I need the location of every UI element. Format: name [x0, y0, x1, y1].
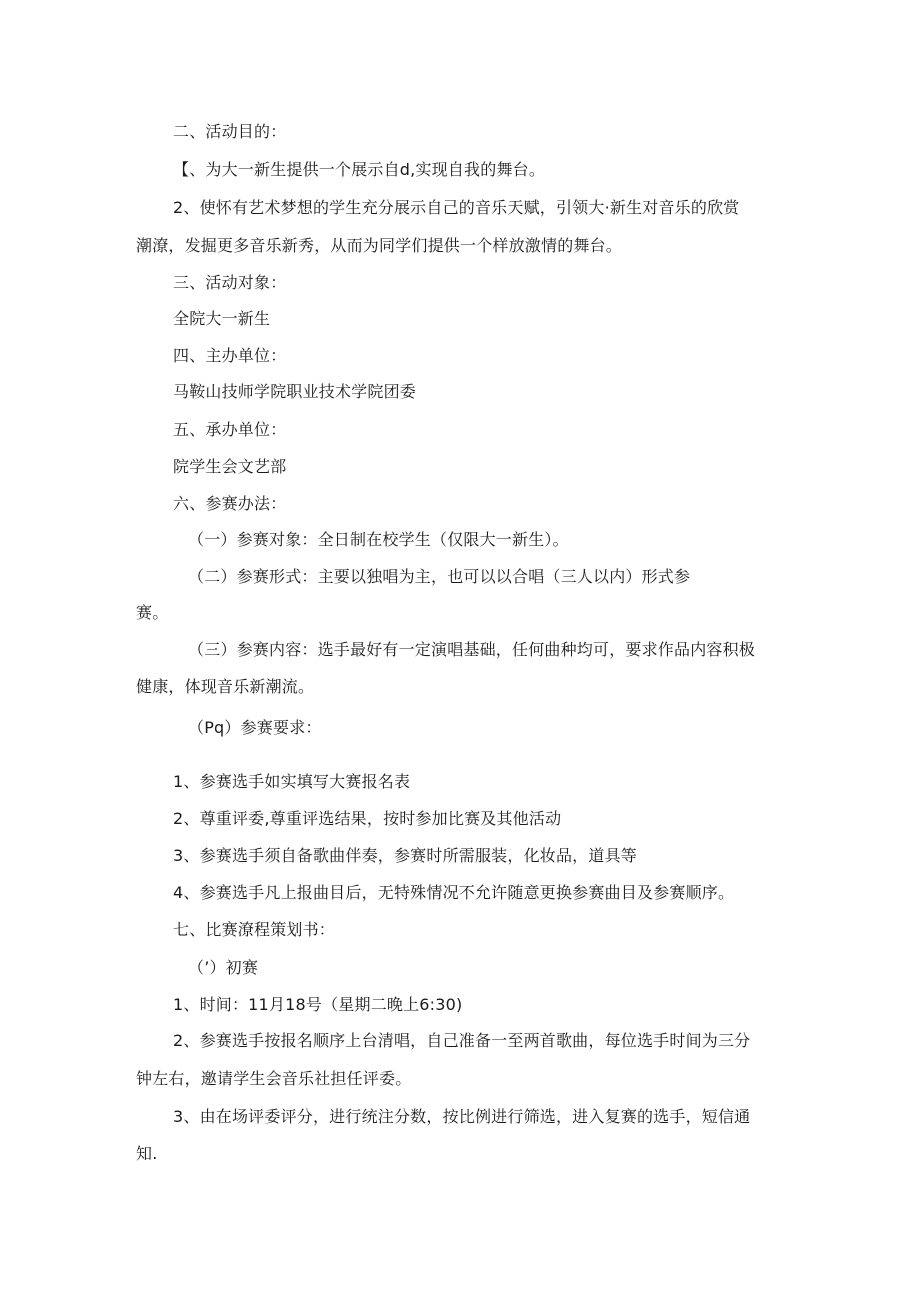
- section-3-body: 全院大一新生: [173, 309, 271, 328]
- section-6-item-4: （Pq）参赛要求：: [188, 718, 322, 737]
- requirement-4: 4、参赛选手凡上报曲目后，无特殊情况不允许随意更换参赛曲目及参赛顺序。: [173, 883, 735, 902]
- prelim-item-3-line-1: 3、由在场评委评分，进行统注分数，按比例进行筛选，进入复赛的选手，短信通: [173, 1107, 751, 1126]
- section-6-item-2-line-2: 赛。: [136, 603, 169, 622]
- section-6-item-3-line-2: 健康，体现音乐新潮流。: [136, 677, 315, 696]
- section-3-heading: 三、活动对象：: [173, 273, 287, 292]
- section-5-body: 院学生会文艺部: [173, 457, 287, 476]
- prelim-item-1: 1、时间：11月18号（星期二晚上6:30): [173, 995, 463, 1014]
- section-2-item-1: 【、为大一新生提供一个展示自d,实现自我的舞台。: [173, 160, 546, 179]
- section-2-item-2-line-2: 潮潦，发掘更多音乐新秀，从而为同学们提供一个样放激情的舞台。: [136, 236, 623, 255]
- section-7-heading: 七、比赛潦程策划书：: [173, 920, 336, 939]
- requirement-1: 1、参赛选手如实填写大赛报名表: [173, 772, 411, 791]
- prelim-item-3-line-2: 知.: [136, 1144, 158, 1163]
- section-6-item-3-line-1: （三）参赛内容：选手最好有一定演唱基础，任何曲种均可，要求作品内容积极: [188, 640, 756, 659]
- section-4-heading: 四、主办单位：: [173, 346, 287, 365]
- prelim-item-2-line-2: 钟左右，邀请学生会音乐社担任评委。: [136, 1069, 412, 1088]
- section-2-item-2-line-1: 2、使怀有艺术梦想的学生充分展示自己的音乐天赋，引领大·新生对音乐的欣赏: [173, 198, 740, 217]
- section-6-item-1: （一）参赛对象：全日制在校学生（仅限大一新生）。: [188, 530, 569, 549]
- section-4-body: 马鞍山技师学院职业技术学院团委: [173, 382, 417, 401]
- requirement-2: 2、尊重评委,尊重评选结果，按时参加比赛及其他活动: [173, 809, 562, 828]
- requirement-3: 3、参赛选手须自备歌曲伴奏，参赛时所需服装，化妆品，道具等: [173, 846, 637, 865]
- prelim-heading: （’）初赛: [188, 958, 259, 977]
- section-6-item-2-line-1: （二）参赛形式：主要以独唱为主，也可以以合唱（三人以内）形式参: [188, 567, 691, 586]
- section-6-heading: 六、参赛办法：: [173, 494, 287, 513]
- section-5-heading: 五、承办单位：: [173, 420, 287, 439]
- section-2-heading: 二、活动目的：: [173, 122, 287, 141]
- prelim-item-2-line-1: 2、参赛选手按报名顺序上台清唱，自己准备一至两首歌曲，每位选手时间为三分: [173, 1031, 751, 1050]
